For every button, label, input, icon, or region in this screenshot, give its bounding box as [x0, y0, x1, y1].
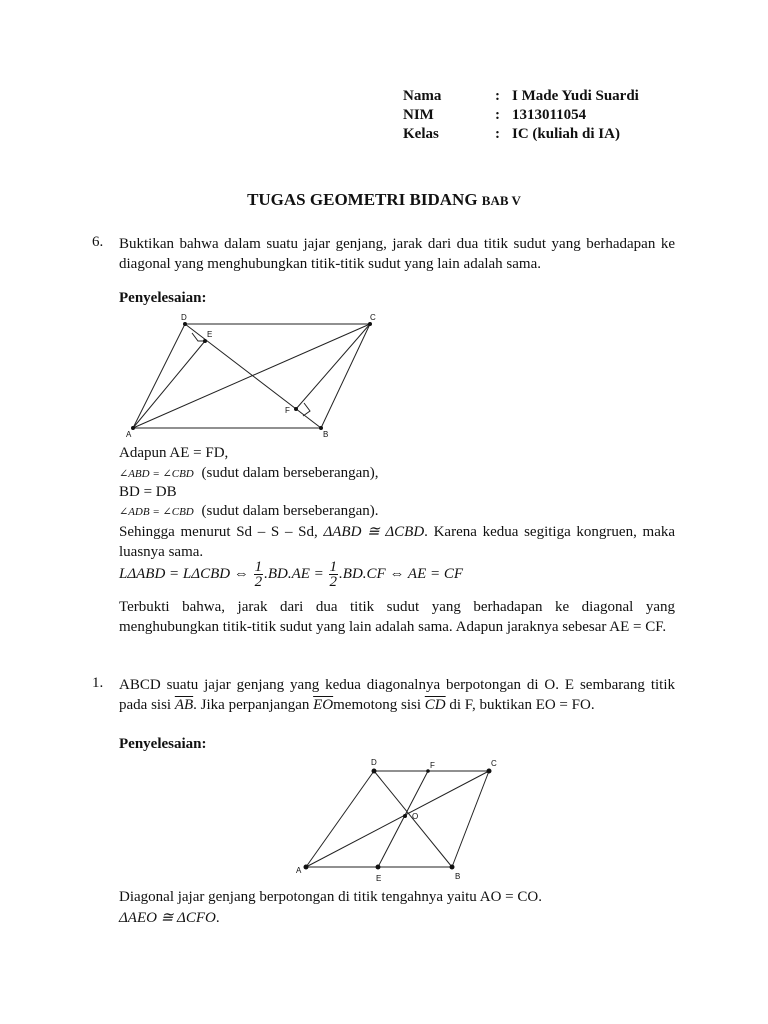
p1-line2-end: .: [215, 910, 220, 926]
point-D: [183, 322, 187, 326]
p1-line2: [119, 908, 220, 927]
p6-equation: [119, 560, 463, 589]
p6-line5: [119, 522, 675, 562]
eq-part2: .BD.AE =: [264, 565, 324, 582]
p1-text-c: memotong sisi: [333, 697, 422, 713]
eq-num1: 1: [254, 559, 263, 575]
label-D: D: [371, 758, 377, 767]
label-A: A: [296, 866, 302, 875]
p6-line3: BD = DB: [119, 484, 177, 500]
eq-part3: .BD.CF ⇔ AE = CF: [339, 565, 464, 582]
point-B: [450, 865, 455, 870]
parallelogram-figure-1: [118, 310, 388, 442]
point-C: [368, 322, 372, 326]
title-main: TUGAS GEOMETRI BIDANG: [247, 190, 478, 209]
point-E: [203, 339, 207, 343]
value-kelas: IC (kuliah di IA): [512, 126, 620, 142]
p1-text-b: . Jika perpanjangan: [193, 697, 310, 713]
label-kelas: Kelas: [403, 126, 439, 142]
label-A: A: [126, 430, 132, 439]
eq-den2: 2: [329, 574, 338, 590]
label-O: O: [412, 812, 419, 821]
diagonal-AC: [133, 324, 370, 428]
side-DA: [306, 771, 374, 867]
label-C: C: [370, 313, 376, 322]
problem1-solution-label: Penyelesaian:: [119, 736, 207, 752]
point-D: [372, 769, 377, 774]
sep-nama: :: [495, 88, 500, 104]
p6-conclusion: Terbukti bahwa, jarak dari dua titik sudut yang berhadapan ke diagonal yang menghubungkan titik-titik sudut yang lain adalah sama. Adapun jaraknya sebesar AE = CF.: [119, 599, 675, 635]
label-C: C: [491, 759, 497, 768]
side-BC: [452, 771, 489, 867]
eq-den1: 2: [254, 574, 263, 590]
value-nim: 1313011054: [512, 107, 587, 123]
label-F: F: [430, 761, 435, 770]
p1-seg-ab: $\overline{AB}$: [174, 697, 194, 713]
p6-line2: [119, 465, 379, 482]
p6-line5-math: ΔABD ≅ ΔCBD: [323, 524, 425, 540]
height-AE: [133, 341, 205, 428]
eq-part1: LΔABD = LΔCBD ⇔: [119, 565, 249, 582]
label-E: E: [207, 330, 213, 339]
problem1-text: [119, 675, 675, 715]
side-BC: [321, 324, 370, 428]
parallelogram-figure-2: [290, 755, 510, 885]
eq-num2: 1: [329, 559, 338, 575]
p6-line1: Adapun AE = FD,: [119, 445, 229, 461]
p6-line2-text: (sudut dalam berseberangan),: [201, 465, 379, 481]
p1-seg-eo: $\overline{EO}$: [313, 697, 334, 713]
value-nama: I Made Yudi Suardi: [512, 88, 639, 104]
title-sub: BAB V: [481, 193, 521, 208]
label-F: F: [285, 406, 290, 415]
eq-fraction-2: [329, 560, 339, 589]
p6-line5-a: Sehingga menurut Sd – S – Sd,: [119, 524, 318, 540]
side-DA: [133, 324, 185, 428]
point-C: [487, 769, 492, 774]
height-CF: [296, 324, 370, 409]
label-B: B: [323, 430, 329, 439]
point-E: [376, 865, 381, 870]
p6-line2-math: ∠ABD = ∠CBD: [119, 468, 194, 480]
point-A: [131, 426, 135, 430]
problem1-number: 1.: [92, 675, 104, 691]
label-B: B: [455, 872, 461, 881]
p1-line1: Diagonal jajar genjang berpotongan di titik tengahnya yaitu AO = CO.: [119, 889, 542, 905]
page-title: [0, 190, 768, 210]
sep-kelas: :: [495, 126, 500, 142]
p1-text-a: ABCD suatu jajar genjang yang kedua diagonalnya berpotongan di O. E sembarang titik pada sisi: [119, 677, 675, 713]
p6-line4-text: (sudut dalam berseberangan).: [201, 503, 379, 519]
label-D: D: [181, 313, 187, 322]
point-A: [304, 865, 309, 870]
problem6-solution-label: Penyelesaian:: [119, 290, 207, 306]
sep-nim: :: [495, 107, 500, 123]
p6-line4-math: ∠ADB = ∠CBD: [119, 506, 194, 518]
diagonal-AC: [306, 771, 489, 867]
point-F: [294, 407, 298, 411]
p6-line5-b: . Karena kedua segitiga kongruen, maka luasnya sama.: [119, 524, 676, 560]
p1-text-d: di F, buktikan EO = FO.: [449, 697, 595, 713]
point-O: [403, 814, 407, 818]
eq-fraction-1: [254, 560, 264, 589]
label-nim: NIM: [403, 107, 434, 123]
label-nama: Nama: [403, 88, 442, 104]
right-angle-mark-F: [303, 403, 310, 416]
p6-line4: [119, 503, 379, 520]
label-E: E: [376, 874, 382, 883]
p1-line2-math: ΔAEO ≅ ΔCFO: [119, 910, 216, 926]
problem6-number: 6.: [92, 234, 104, 250]
problem6-text: Buktikan bahwa dalam suatu jajar genjang, jarak dari dua titik sudut yang berhadapan ke diagonal yang menghubungkan titik-titik sudut yang lain adalah sama.: [119, 236, 675, 272]
p1-seg-cd: $\overline{CD}$: [424, 697, 446, 713]
